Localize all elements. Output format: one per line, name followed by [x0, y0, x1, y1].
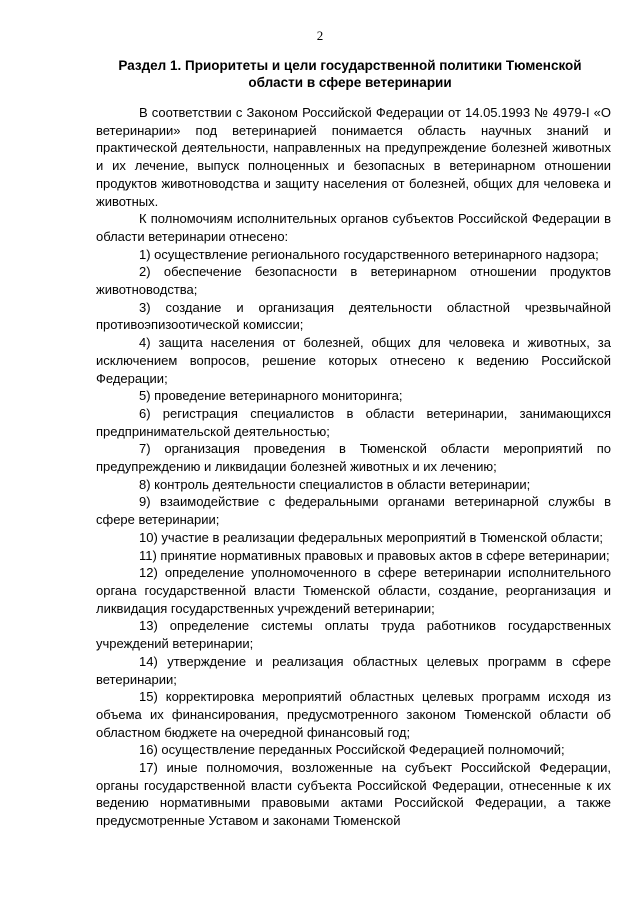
list-item: 9) взаимодействие с федеральными органами ветеринарной службы в сфере ветеринарии; [96, 494, 611, 528]
list-item: 1) осуществление регионального государственного ветеринарного надзора; [139, 246, 599, 262]
paragraph: В соответствии с Законом Российской Федерации от 14.05.1993 № 4979-I «О ветеринарии» под ветеринарией понимается область научных знаний и практической деятельности, направленных на предупреждение болезней животных и их лечение, выпуск полноценных и безопасных в ветеринарном отношении продуктов животноводства и защиту населения от болезней, общих для человека и животных. [96, 105, 611, 209]
list-item: 11) принятие нормативных правовых и правовых актов в сфере ветеринарии; [139, 547, 610, 563]
body-text [96, 104, 611, 830]
list-item: 13) определение системы оплаты труда работников государственных учреждений ветеринарии; [96, 618, 611, 652]
list-item: 15) корректировка мероприятий областных целевых программ исходя из объема их финансирования, предусмотренного законом Тюменской области об областном бюджете на очередной финансовый год; [96, 689, 611, 740]
list-item: 17) иные полномочия, возложенные на субъект Российской Федерации, органы государственной власти субъекта Российской Федерации, отнесенные к их ведению нормативными правовыми актами Российской Федерации, а также предусмотренные Уставом и законами Тюменской [96, 760, 611, 829]
list-item: 6) регистрация специалистов в области ветеринарии, занимающихся предпринимательской деятельностью; [96, 405, 611, 439]
list-item: 4) защита населения от болезней, общих для человека и животных, за исключением вопросов, решение которых отнесено к ведению Российской Федерации; [96, 335, 611, 386]
paragraph: К полномочиям исполнительных органов субъектов Российской Федерации в области ветеринарии отнесено: [96, 211, 611, 244]
page-number: 2 [316, 28, 324, 43]
list-item: 3) создание и организация деятельности областной чрезвычайной противоэпизоотической комиссии; [96, 299, 611, 333]
list-item: 10) участие в реализации федеральных мероприятий в Тюменской области; [139, 529, 603, 545]
list-item: 16) осуществление переданных Российской Федерацией полномочий; [139, 742, 565, 758]
section-title: Раздел 1. Приоритеты и цели государственной политики Тюменской области в сфере ветеринарии [118, 58, 582, 90]
list-item: 2) обеспечение безопасности в ветеринарном отношении продуктов животноводства; [96, 264, 611, 298]
list-item: 8) контроль деятельности специалистов в области ветеринарии; [139, 476, 531, 492]
list-item: 12) определение уполномоченного в сфере ветеринарии исполнительного органа государственной власти Тюменской области, создание, реорганизация и ликвидация государственных учреждений ветеринарии; [96, 565, 611, 616]
list-item: 7) организация проведения в Тюменской области мероприятий по предупреждению и ликвидации болезней животных и их лечению; [96, 441, 611, 475]
list-item: 14) утверждение и реализация областных целевых программ в сфере ветеринарии; [96, 653, 611, 687]
list-item: 5) проведение ветеринарного мониторинга; [139, 388, 403, 404]
